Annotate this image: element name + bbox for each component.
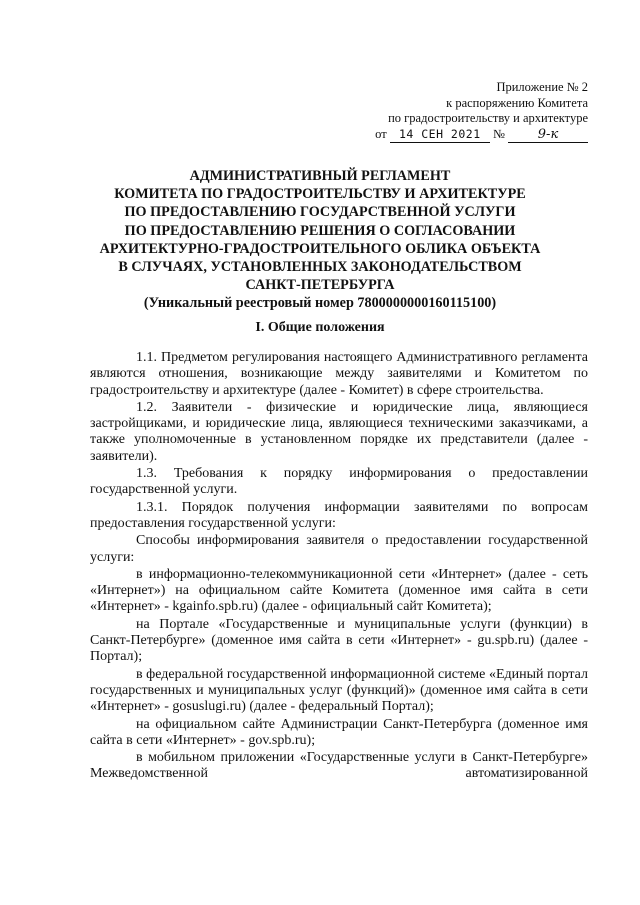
appendix-line2: к распоряжению Комитета [446, 95, 588, 110]
number-label: № [492, 126, 505, 141]
paragraph: Способы информирования заявителя о предоставлении государственной услуги: [90, 533, 588, 565]
title-line: КОМИТЕТА ПО ГРАДОСТРОИТЕЛЬСТВУ И АРХИТЕКТУРЕ [114, 186, 526, 203]
handwritten-number: 9-к [508, 127, 588, 144]
title-line: ПО ПРЕДОСТАВЛЕНИЮ ГОСУДАРСТВЕННОЙ УСЛУГИ [124, 204, 516, 221]
registry-number: (Уникальный реестровый номер 7800000000160115100) [143, 295, 497, 312]
paragraph: 1.1. Предметом регулирования настоящего Административного регламента являются отношения, возникающие между заявителями и Комитетом по градостроительству и архитектуре (далее - Комитет) в сфере строительства. [90, 350, 588, 398]
document-title [60, 167, 580, 313]
appendix-date-row [375, 127, 588, 144]
title-line: АДМИНИСТРАТИВНЫЙ РЕГЛАМЕНТ [189, 168, 451, 184]
paragraph: в информационно-телекоммуникационной сети «Интернет» (далее - сеть «Интернет») на официальном сайте Комитета (доменное имя сайта в сети «Интернет» - kgainfo.spb.ru) (далее - официальный сайт Комитета); [90, 566, 588, 615]
title-line: САНКТ-ПЕТЕРБУРГА [245, 277, 395, 294]
paragraph: 1.2. Заявители - физические и юридические лица, являющиеся застройщиками, и юридические лица, являющиеся техническими заказчиками, а также уполномоченные в установленном порядке их представители (далее - заявители). [90, 399, 588, 464]
title-line: ПО ПРЕДОСТАВЛЕНИЮ РЕШЕНИЯ О СОГЛАСОВАНИИ [124, 222, 516, 239]
appendix-line1: Приложение № 2 [496, 80, 588, 94]
document-body [90, 350, 588, 783]
title-line: АРХИТЕКТУРНО-ГРАДОСТРОИТЕЛЬНОГО ОБЛИКА ОБЪЕКТА [99, 240, 541, 257]
paragraph: в федеральной государственной информационной системе «Единый портал государственных и муниципальных услуг (функций)» (доменное имя сайта в сети «Интернет» - gosuslugi.ru) (далее - федеральный Портал); [90, 666, 588, 715]
paragraph: 1.3. Требования к порядку информирования о предоставлении государственной услуги. [90, 466, 588, 498]
from-label: от [375, 126, 387, 141]
appendix-block [375, 80, 588, 143]
paragraph: в мобильном приложении «Государственные услуги в Санкт-Петербурге» Межведомственной автоматизированной [90, 750, 588, 782]
paragraph: на официальном сайте Администрации Санкт-Петербурга (доменное имя сайта в сети «Интернет» - gov.spb.ru); [90, 716, 588, 748]
section-heading: I. Общие положения [255, 320, 385, 335]
date-stamp: 14 СЕН 2021 [390, 127, 490, 144]
paragraph: 1.3.1. Порядок получения информации заявителями по вопросам предоставления государственной услуги: [90, 499, 588, 531]
appendix-line3: по градостроительству и архитектуре [388, 111, 588, 125]
paragraph: на Портале «Государственные и муниципальные услуги (функции) в Санкт-Петербурге» (доменное имя сайта в сети «Интернет» - gu.spb.ru) (далее - Портал); [90, 616, 588, 665]
title-line: В СЛУЧАЯХ, УСТАНОВЛЕННЫХ ЗАКОНОДАТЕЛЬСТВОМ [118, 259, 522, 276]
